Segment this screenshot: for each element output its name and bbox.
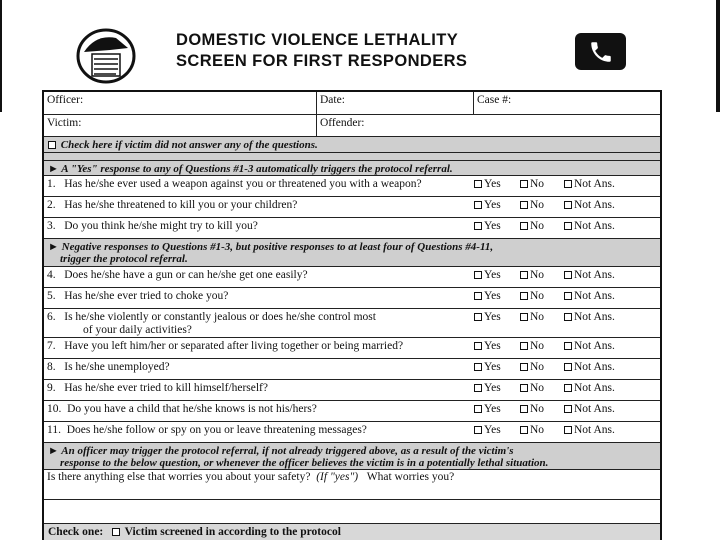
- not-ans-checkbox[interactable]: [564, 363, 572, 371]
- yes-checkbox[interactable]: [474, 342, 482, 350]
- not-ans-option[interactable]: [564, 269, 615, 281]
- if-yes-note: (If "yes"): [316, 471, 359, 483]
- no-option[interactable]: [520, 269, 544, 281]
- question-text: Is he/she violently or constantly jealous or does he/she control most: [64, 311, 376, 323]
- victim-field[interactable]: [44, 115, 317, 136]
- date-label: Date:: [320, 94, 345, 106]
- not-ans-label: Not Ans.: [574, 178, 615, 190]
- not-ans-checkbox[interactable]: [564, 342, 572, 350]
- section-3-text-line-1: An officer may trigger the protocol referral, if not already triggered above, as a result of the victim's: [61, 445, 514, 457]
- not-ans-label: Not Ans.: [574, 424, 615, 436]
- not-ans-checkbox[interactable]: [564, 222, 572, 230]
- not-ans-option[interactable]: [564, 311, 615, 323]
- not-ans-checkbox[interactable]: [564, 384, 572, 392]
- no-label: No: [530, 199, 545, 211]
- no-checkbox[interactable]: [520, 426, 528, 434]
- yes-checkbox[interactable]: [474, 292, 482, 300]
- question-text: Has he/she ever tried to choke you?: [64, 290, 229, 302]
- no-option[interactable]: [520, 311, 544, 323]
- no-option[interactable]: [520, 220, 544, 232]
- question-text: Does he/she have a gun or can he/she get one easily?: [64, 269, 308, 281]
- not-ans-label: Not Ans.: [574, 361, 615, 373]
- title-line-2: SCREEN FOR FIRST RESPONDERS: [176, 52, 468, 70]
- date-field[interactable]: [317, 92, 474, 114]
- triangle-icon: ►: [48, 163, 62, 175]
- not-ans-label: Not Ans.: [574, 199, 615, 211]
- officer-date-case-row: [44, 92, 660, 115]
- question-text: Do you think he/she might try to kill you?: [64, 220, 258, 232]
- phone-icon: [575, 33, 626, 70]
- yes-option[interactable]: [474, 220, 501, 232]
- yes-label: Yes: [484, 340, 501, 352]
- no-checkbox[interactable]: [520, 271, 528, 279]
- not-ans-label: Not Ans.: [574, 340, 615, 352]
- worries-question: Is there anything else that worries you about your safety?: [47, 471, 311, 483]
- not-ans-checkbox[interactable]: [564, 405, 572, 413]
- no-checkbox[interactable]: [520, 363, 528, 371]
- no-option[interactable]: [520, 290, 544, 302]
- no-label: No: [530, 269, 545, 281]
- question-number: 3.: [47, 220, 56, 232]
- question-number: 4.: [47, 269, 56, 281]
- question-row: [44, 218, 660, 239]
- yes-checkbox[interactable]: [474, 180, 482, 188]
- yes-checkbox[interactable]: [474, 426, 482, 434]
- no-label: No: [530, 361, 545, 373]
- yes-option[interactable]: [474, 403, 501, 415]
- section-divider: [44, 153, 660, 161]
- no-answer-row: [44, 137, 660, 153]
- yes-checkbox[interactable]: [474, 313, 482, 321]
- no-checkbox[interactable]: [520, 313, 528, 321]
- not-ans-label: Not Ans.: [574, 220, 615, 232]
- question-number: 7.: [47, 340, 56, 352]
- yes-label: Yes: [484, 199, 501, 211]
- question-row: [44, 359, 660, 380]
- worries-question-row[interactable]: [44, 470, 660, 500]
- yes-option[interactable]: [474, 311, 501, 323]
- officer-field[interactable]: [44, 92, 317, 114]
- yes-label: Yes: [484, 361, 501, 373]
- not-ans-label: Not Ans.: [574, 382, 615, 394]
- question-text: Is he/she unemployed?: [64, 361, 170, 373]
- screened-in-checkbox[interactable]: [112, 528, 120, 536]
- not-ans-label: Not Ans.: [574, 269, 615, 281]
- section-1-text: A "Yes" response to any of Questions #1-3 automatically triggers the protocol referral.: [61, 163, 453, 175]
- not-ans-option[interactable]: [564, 340, 615, 352]
- question-row: [44, 380, 660, 401]
- section-3-instructions: [44, 443, 660, 470]
- no-checkbox[interactable]: [520, 292, 528, 300]
- section-2-text-line-1: Negative responses to Questions #1-3, but positive responses to at least four of Questions #4-11,: [61, 241, 494, 253]
- no-checkbox[interactable]: [520, 201, 528, 209]
- question-text: Do you have a child that he/she knows is not his/hers?: [67, 403, 317, 415]
- yes-label: Yes: [484, 382, 501, 394]
- question-row: [44, 338, 660, 359]
- not-ans-checkbox[interactable]: [564, 313, 572, 321]
- yes-option[interactable]: [474, 290, 501, 302]
- question-text: Has he/she ever used a weapon against you or threatened you with a weapon?: [64, 178, 422, 190]
- yes-label: Yes: [484, 290, 501, 302]
- yes-label: Yes: [484, 424, 501, 436]
- yes-label: Yes: [484, 403, 501, 415]
- not-ans-checkbox[interactable]: [564, 292, 572, 300]
- no-option[interactable]: [520, 340, 544, 352]
- question-row: [44, 197, 660, 218]
- offender-field[interactable]: [317, 115, 660, 136]
- no-checkbox[interactable]: [520, 384, 528, 392]
- question-number: 1.: [47, 178, 56, 190]
- no-label: No: [530, 403, 545, 415]
- yes-label: Yes: [484, 220, 501, 232]
- no-label: No: [530, 178, 545, 190]
- not-ans-checkbox[interactable]: [564, 271, 572, 279]
- no-answer-label: Check here if victim did not answer any of the questions.: [60, 139, 318, 151]
- not-ans-option[interactable]: [564, 290, 615, 302]
- not-ans-option[interactable]: [564, 424, 615, 436]
- not-ans-label: Not Ans.: [574, 311, 615, 323]
- form-title: [176, 30, 556, 72]
- question-row: [44, 176, 660, 197]
- yes-option[interactable]: [474, 199, 501, 211]
- no-label: No: [530, 311, 545, 323]
- question-number: 2.: [47, 199, 56, 211]
- not-ans-option[interactable]: [564, 403, 615, 415]
- yes-checkbox[interactable]: [474, 384, 482, 392]
- yes-label: Yes: [484, 269, 501, 281]
- no-option[interactable]: [520, 199, 544, 211]
- yes-checkbox[interactable]: [474, 271, 482, 279]
- screened-in-label: Victim screened in according to the protocol: [124, 526, 341, 538]
- question-row: [44, 267, 660, 288]
- yes-option[interactable]: [474, 178, 501, 190]
- victim-offender-row: [44, 115, 660, 137]
- not-ans-checkbox[interactable]: [564, 180, 572, 188]
- question-number: 8.: [47, 361, 56, 373]
- victim-label: Victim:: [47, 117, 82, 129]
- officer-label: Officer:: [47, 94, 84, 106]
- question-row: [44, 422, 660, 443]
- no-answer-checkbox[interactable]: [48, 141, 56, 149]
- no-option[interactable]: [520, 178, 544, 190]
- title-line-1: DOMESTIC VIOLENCE LETHALITY: [176, 31, 459, 49]
- no-checkbox[interactable]: [520, 180, 528, 188]
- not-ans-option[interactable]: [564, 220, 615, 232]
- question-text: Has he/she ever tried to kill himself/herself?: [64, 382, 268, 394]
- question-row: [44, 401, 660, 422]
- yes-checkbox[interactable]: [474, 363, 482, 371]
- check-one-label: Check one:: [48, 526, 104, 538]
- not-ans-option[interactable]: [564, 382, 615, 394]
- section-2-instructions: [44, 239, 660, 267]
- yes-label: Yes: [484, 178, 501, 190]
- no-option[interactable]: [520, 382, 544, 394]
- no-label: No: [530, 290, 545, 302]
- page-frame-right: [716, 0, 720, 112]
- no-label: No: [530, 340, 545, 352]
- triangle-icon: ►: [48, 445, 62, 457]
- question-number: 9.: [47, 382, 56, 394]
- no-option[interactable]: [520, 403, 544, 415]
- no-label: No: [530, 424, 545, 436]
- triangle-icon: ►: [48, 241, 62, 253]
- no-option[interactable]: [520, 424, 544, 436]
- question-number: 5.: [47, 290, 56, 302]
- yes-option[interactable]: [474, 424, 501, 436]
- offender-label: Offender:: [320, 117, 365, 129]
- section-1-instructions: [44, 161, 660, 176]
- not-ans-label: Not Ans.: [574, 290, 615, 302]
- worries-answer-line[interactable]: [44, 500, 660, 524]
- no-checkbox[interactable]: [520, 405, 528, 413]
- what-worries-label: What worries you?: [366, 471, 455, 483]
- not-ans-label: Not Ans.: [574, 403, 615, 415]
- question-text: Does he/she follow or spy on you or leave threatening messages?: [66, 424, 367, 436]
- no-option[interactable]: [520, 361, 544, 373]
- not-ans-option[interactable]: [564, 361, 615, 373]
- question-row: [44, 288, 660, 309]
- not-ans-option[interactable]: [564, 199, 615, 211]
- question-row: [44, 309, 660, 338]
- lethality-screen-form: [42, 90, 662, 540]
- yes-option[interactable]: [474, 340, 501, 352]
- case-number-field[interactable]: [474, 92, 660, 114]
- yes-checkbox[interactable]: [474, 222, 482, 230]
- section-3-text-line-2: response to the below question, or whenever the officer believes the victim is in a potentially lethal situation.: [60, 457, 549, 469]
- question-text: Has he/she threatened to kill you or your children?: [64, 199, 298, 211]
- no-label: No: [530, 382, 545, 394]
- yes-option[interactable]: [474, 382, 501, 394]
- yes-option[interactable]: [474, 269, 501, 281]
- question-number: 10.: [47, 403, 62, 415]
- agency-seal-logo: [76, 28, 136, 84]
- yes-checkbox[interactable]: [474, 405, 482, 413]
- question-number: 11.: [47, 424, 61, 436]
- no-checkbox[interactable]: [520, 222, 528, 230]
- question-text: Have you left him/her or separated after living together or being married?: [64, 340, 404, 352]
- not-ans-checkbox[interactable]: [564, 201, 572, 209]
- case-label: Case #:: [477, 94, 512, 106]
- page-frame-left: [0, 0, 2, 112]
- check-one-row: [44, 524, 660, 540]
- section-2-text-line-2: trigger the protocol referral.: [60, 253, 188, 265]
- question-number: 6.: [47, 311, 56, 323]
- yes-checkbox[interactable]: [474, 201, 482, 209]
- yes-label: Yes: [484, 311, 501, 323]
- yes-option[interactable]: [474, 361, 501, 373]
- not-ans-option[interactable]: [564, 178, 615, 190]
- no-checkbox[interactable]: [520, 342, 528, 350]
- not-ans-checkbox[interactable]: [564, 426, 572, 434]
- no-label: No: [530, 220, 545, 232]
- question-text-continued: of your daily activities?: [83, 324, 192, 336]
